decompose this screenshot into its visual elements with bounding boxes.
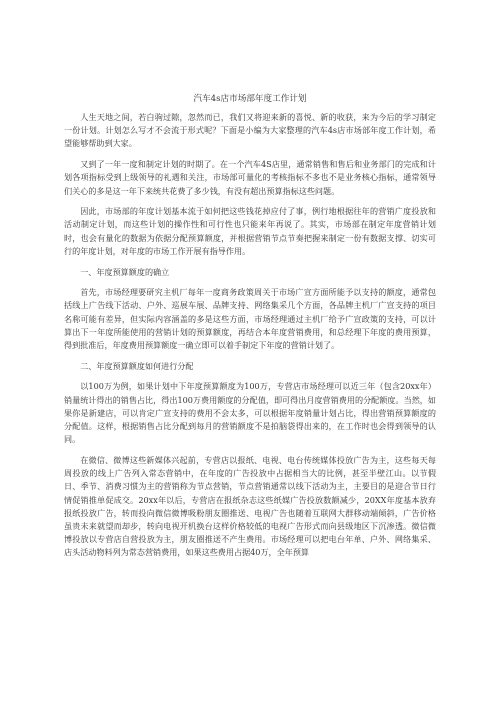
paragraph-budget-example: 以100万为例，如果计划中下年度预算额度为100万，专营店市场经理可以近三年（包含20xx年）销量统计得出的销售占比，得出100万费用额度的分配值，即可得出月度营销费用的分配额度。当然，如果你是新建店，可以肯定广宣支持的费用不会太多，可以根据年度销量计划占比，得出营销预算额度的分配值。这样，根据销售占比分配到每月的营销额度不是拍脑袋得出来的，在工作时也会得到领导的认同。 xyxy=(64,381,436,445)
document-title: 汽车4s店市场部年度工作计划 xyxy=(193,94,307,104)
paragraph-planning-period: 又到了一年一度和制定计划的时期了。在一个汽车4S店里，通常销售和售后和业务部门的完成和计划各项指标受到上级领导的礼遇和关注，市场部可量化的考核指标不多也不是业务核心指标，通常领导们关心的多是这一年下来统共花费了多少钱，有没有超出预算指标这些问题。 xyxy=(64,159,436,196)
paragraph-intro: 人生天地之间，若白驹过隙，忽然而已，我们又将迎来新的喜悦、新的收获，来为今后的学习制定一份计划。计划怎么写才不会流于形式呢？下面是小编为大家整理的汽车4s店市场部年度工作计划，希望能够帮助到大家。 xyxy=(64,112,436,149)
paragraph-media-marketing: 在微信、微博这些新媒体兴起前，专营店以报纸、电视、电台传统媒体投放广告为主，这些每天每周投放的线上广告列入常态营销中，在年度的广告投放中占据相当大的比例，甚至半壁江山。以节假日、季节、消费习惯为主的营销称为节点营销，节点营销通常以线下活动为主，主要目的是迎合节日行情促销推单促成交。20xx年以后，专营店在报纸杂志这些纸媒广告投放数额减少，20XX年度基本放弃报纸投放广告，转而投向微信微博吸粉朋友圈推送、电视广告也随着互联网大群移动端倾斜，广告价格虽贵未来就望而却步，转向电视开机换台这样价格较低的电视广告形式而向县级地区下沉渗透。微信微博投放以专营店自营投放为主，朋友圈推送不产生费用。市场经理可以把电台年单、户外、网络集采、店头活动物料列为常态营销费用，如果这些费用占据40万，全年预算 xyxy=(64,454,436,558)
paragraph-budget-establishment: 首先，市场经理要研究主机厂每年一度商务政策周关于市场广宣方面所能予以支持的额度，通常包括线上广告线下活动、户外、巡展车展、品牌支持、网络集采几个方面，各品牌主机厂广宣支持的项目名称可能有差异，但实际内容涵盖的多是这些方面，市场经理通过主机厂给予广宣政策的支持，可以计算出下一年度所能使用的营销计划的预算额度，再结合本年度营销费用，和总经理下年度的费用预算，得到批准后，年度费用预算额度一确立即可以着手制定下年度的营销计划了。 xyxy=(64,287,436,351)
section-heading-budget-allocation: 二、年度预算额度如何进行分配 xyxy=(80,360,194,371)
paragraph-annual-plan: 因此，市场部的年度计划基本流于如何把这些钱花掉应付了事，例行地根据往年的营销广度投放和活动制定计划，而这些计划的操作性和可行性也只能来年再说了。其实，市场部在制定年度营销计划时，也会有量化的数据为依据分配预算额度，并根据营销节点节奏把握来制定一份有数据支撑、切实可行的年度计划，对年度的市场工作开展有指导作用。 xyxy=(64,206,436,256)
section-heading-budget-establishment: 一、年度预算额度的确立 xyxy=(80,266,170,277)
